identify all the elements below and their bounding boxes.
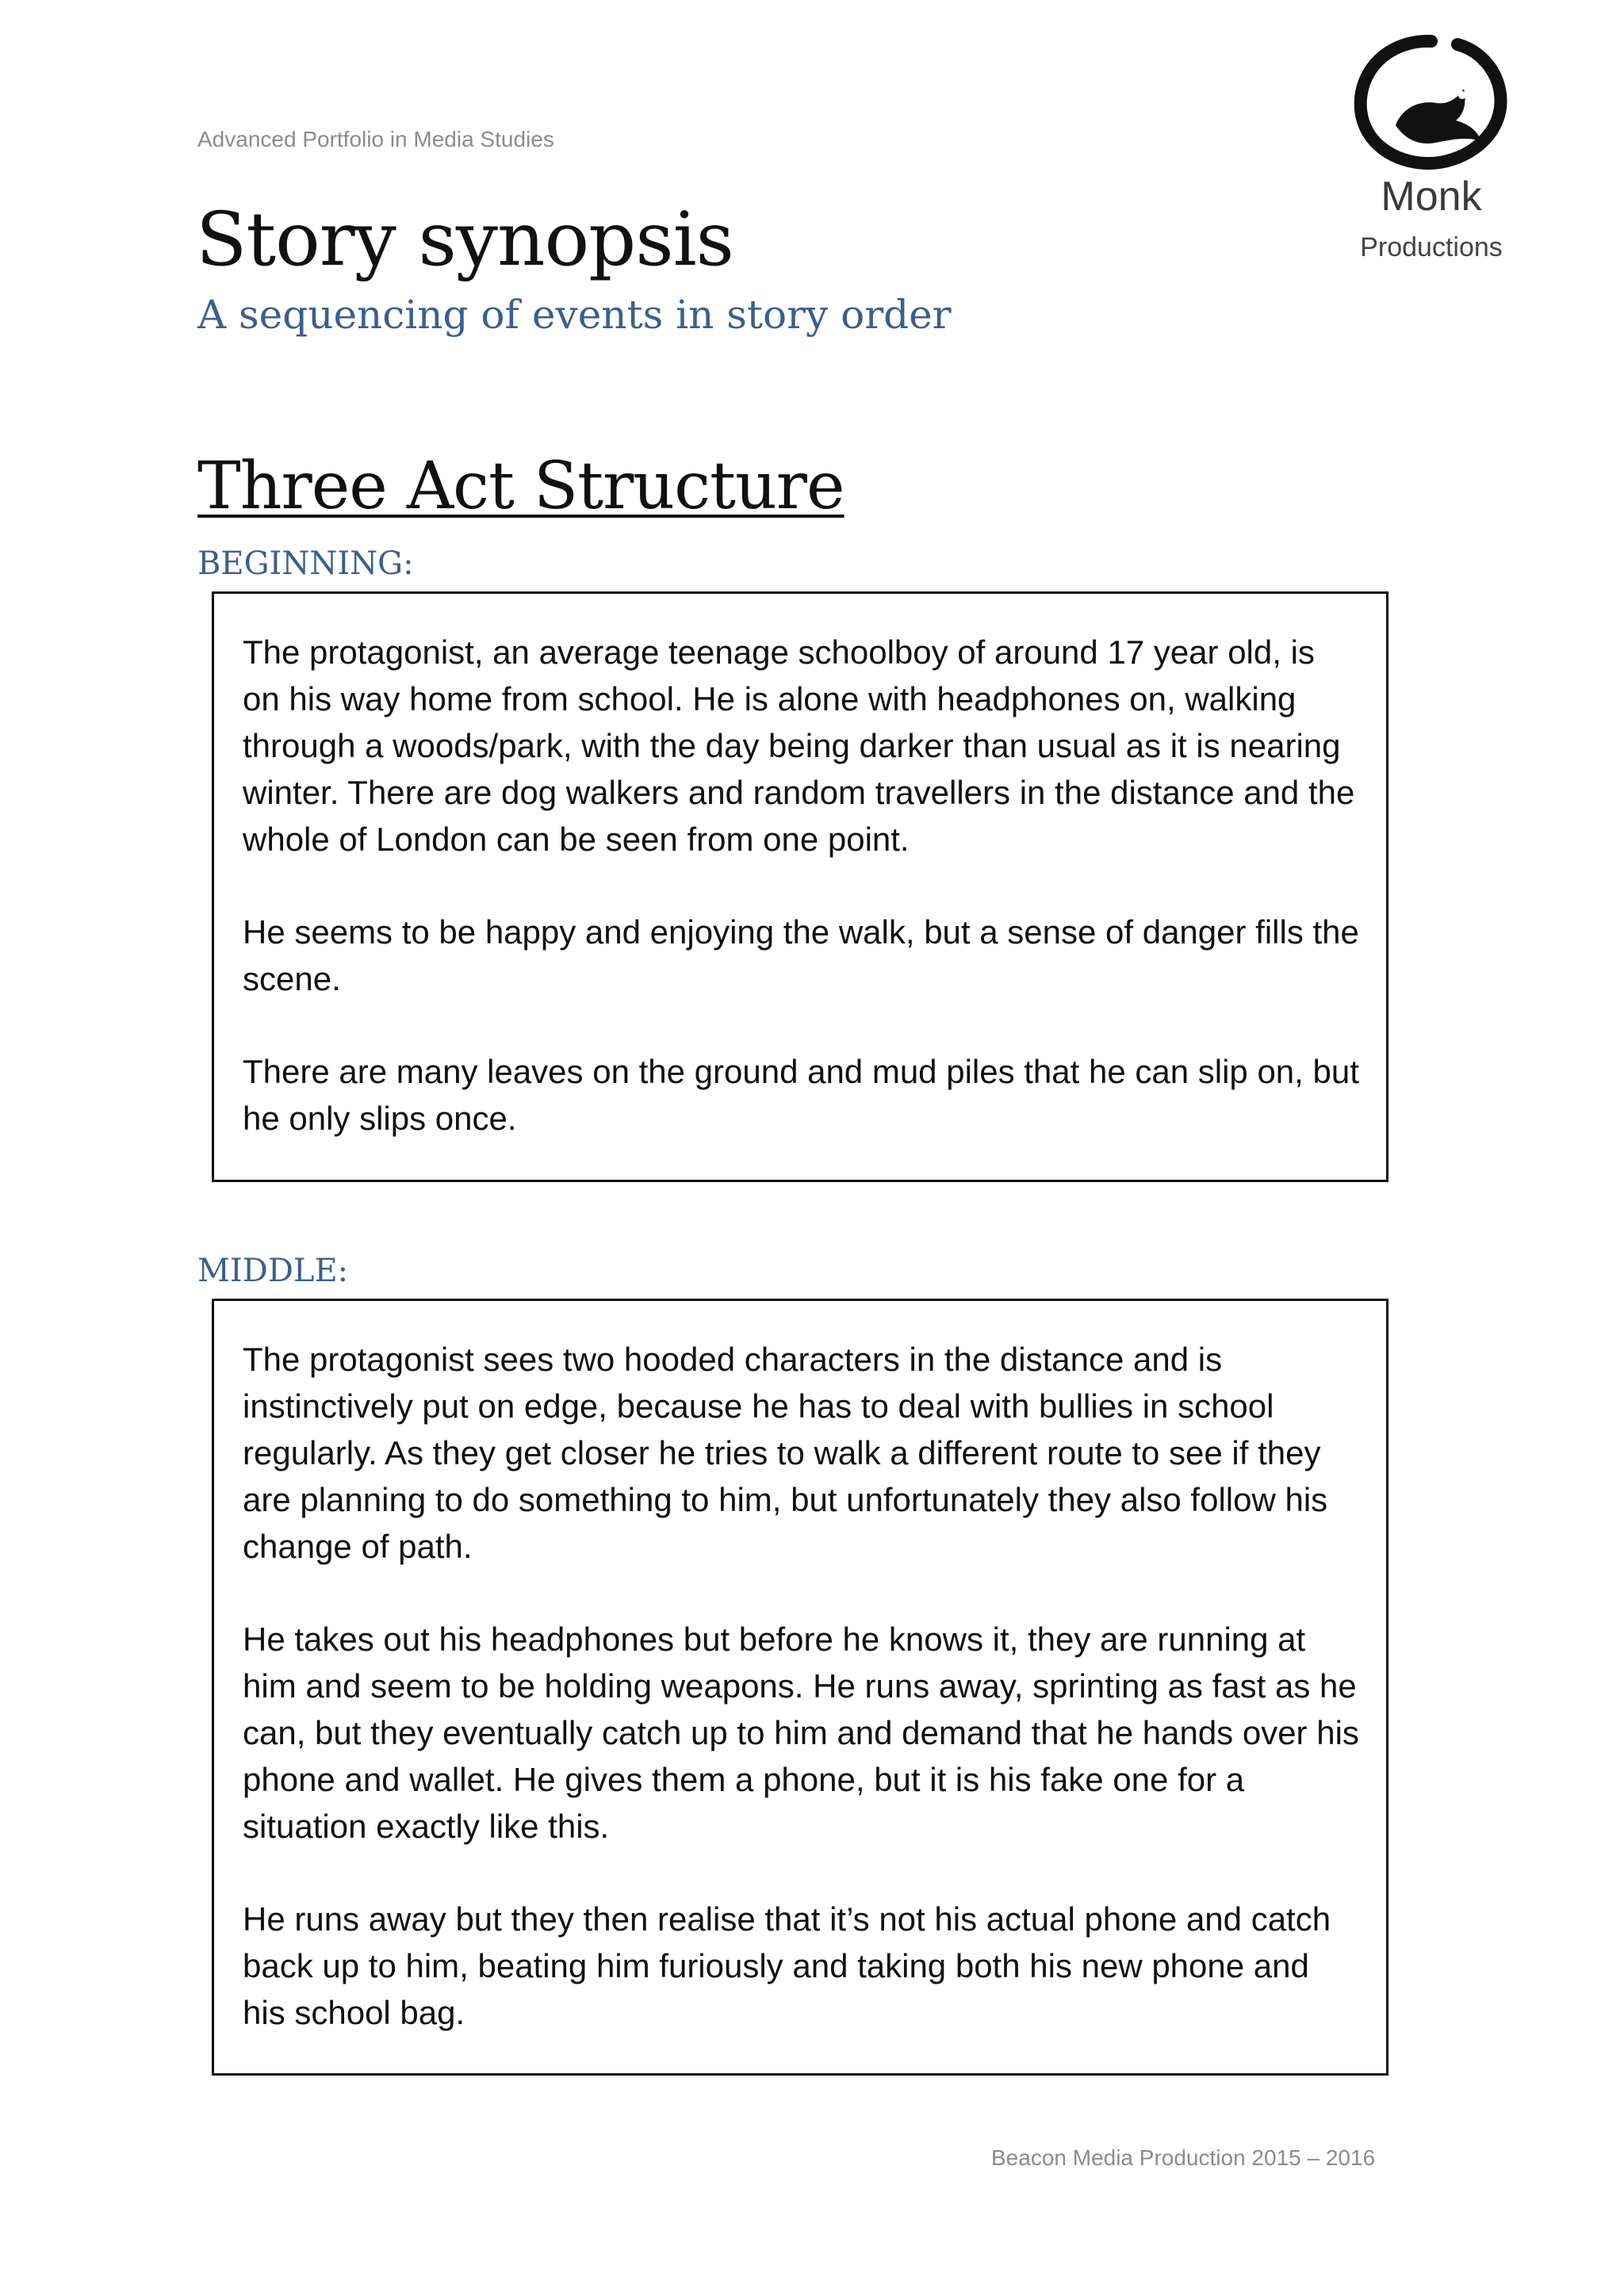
page-subtitle: A sequencing of events in story order [197,292,952,338]
monk-productions-logo [1340,32,1522,270]
monk-logo-icon [1340,32,1522,174]
act-box-middle [212,1299,1388,2076]
paragraph: The protagonist, an average teenage schoolboy of around 17 year old, is on his way home from school. He is alone with headphones on, walking through a woods/park, with the day being darker than usual as it is nearing winter. There are dog walkers and random travellers in the distance and the whole of London can be seen from one point. [243,633,1355,858]
logo-name: Monk [1381,174,1482,220]
section-heading: Three Act Structure [197,449,845,524]
paragraph: The protagonist sees two hooded characters in the distance and is instinctively put on edge, because he has to deal with bullies in school regularly. As they get closer he tries to walk a different route to see if they are planning to do something to him, but unfortunately they also follow his change of path. [243,1341,1328,1565]
paragraph: He seems to be happy and enjoying the walk, but a sense of danger fills the scene. [243,913,1359,997]
act-label-beginning: BEGINNING: [197,545,414,582]
logo-tagline: Productions [1360,232,1503,262]
act-label-middle: MIDDLE: [197,1253,349,1289]
header-label: Advanced Portfolio in Media Studies [197,127,554,151]
paragraph: There are many leaves on the ground and mud piles that he can slip on, but he only slips once. [243,1053,1359,1137]
footer-text: Beacon Media Production 2015 – 2016 [991,2145,1376,2170]
paragraph: He runs away but they then realise that it’s not his actual phone and catch back up to him, beating him furiously and taking both his new phone and his school bag. [243,1900,1331,2031]
page-title: Story synopsis [196,197,733,283]
paragraph: He takes out his headphones but before he knows it, they are running at him and seem to be holding weapons. He runs away, sprinting as fast as he can, but they eventually catch up to him and demand that he hands over his phone and wallet. He gives them a phone, but it is his fake one for a situation exactly like this. [243,1621,1359,1845]
act-box-beginning [212,591,1388,1182]
